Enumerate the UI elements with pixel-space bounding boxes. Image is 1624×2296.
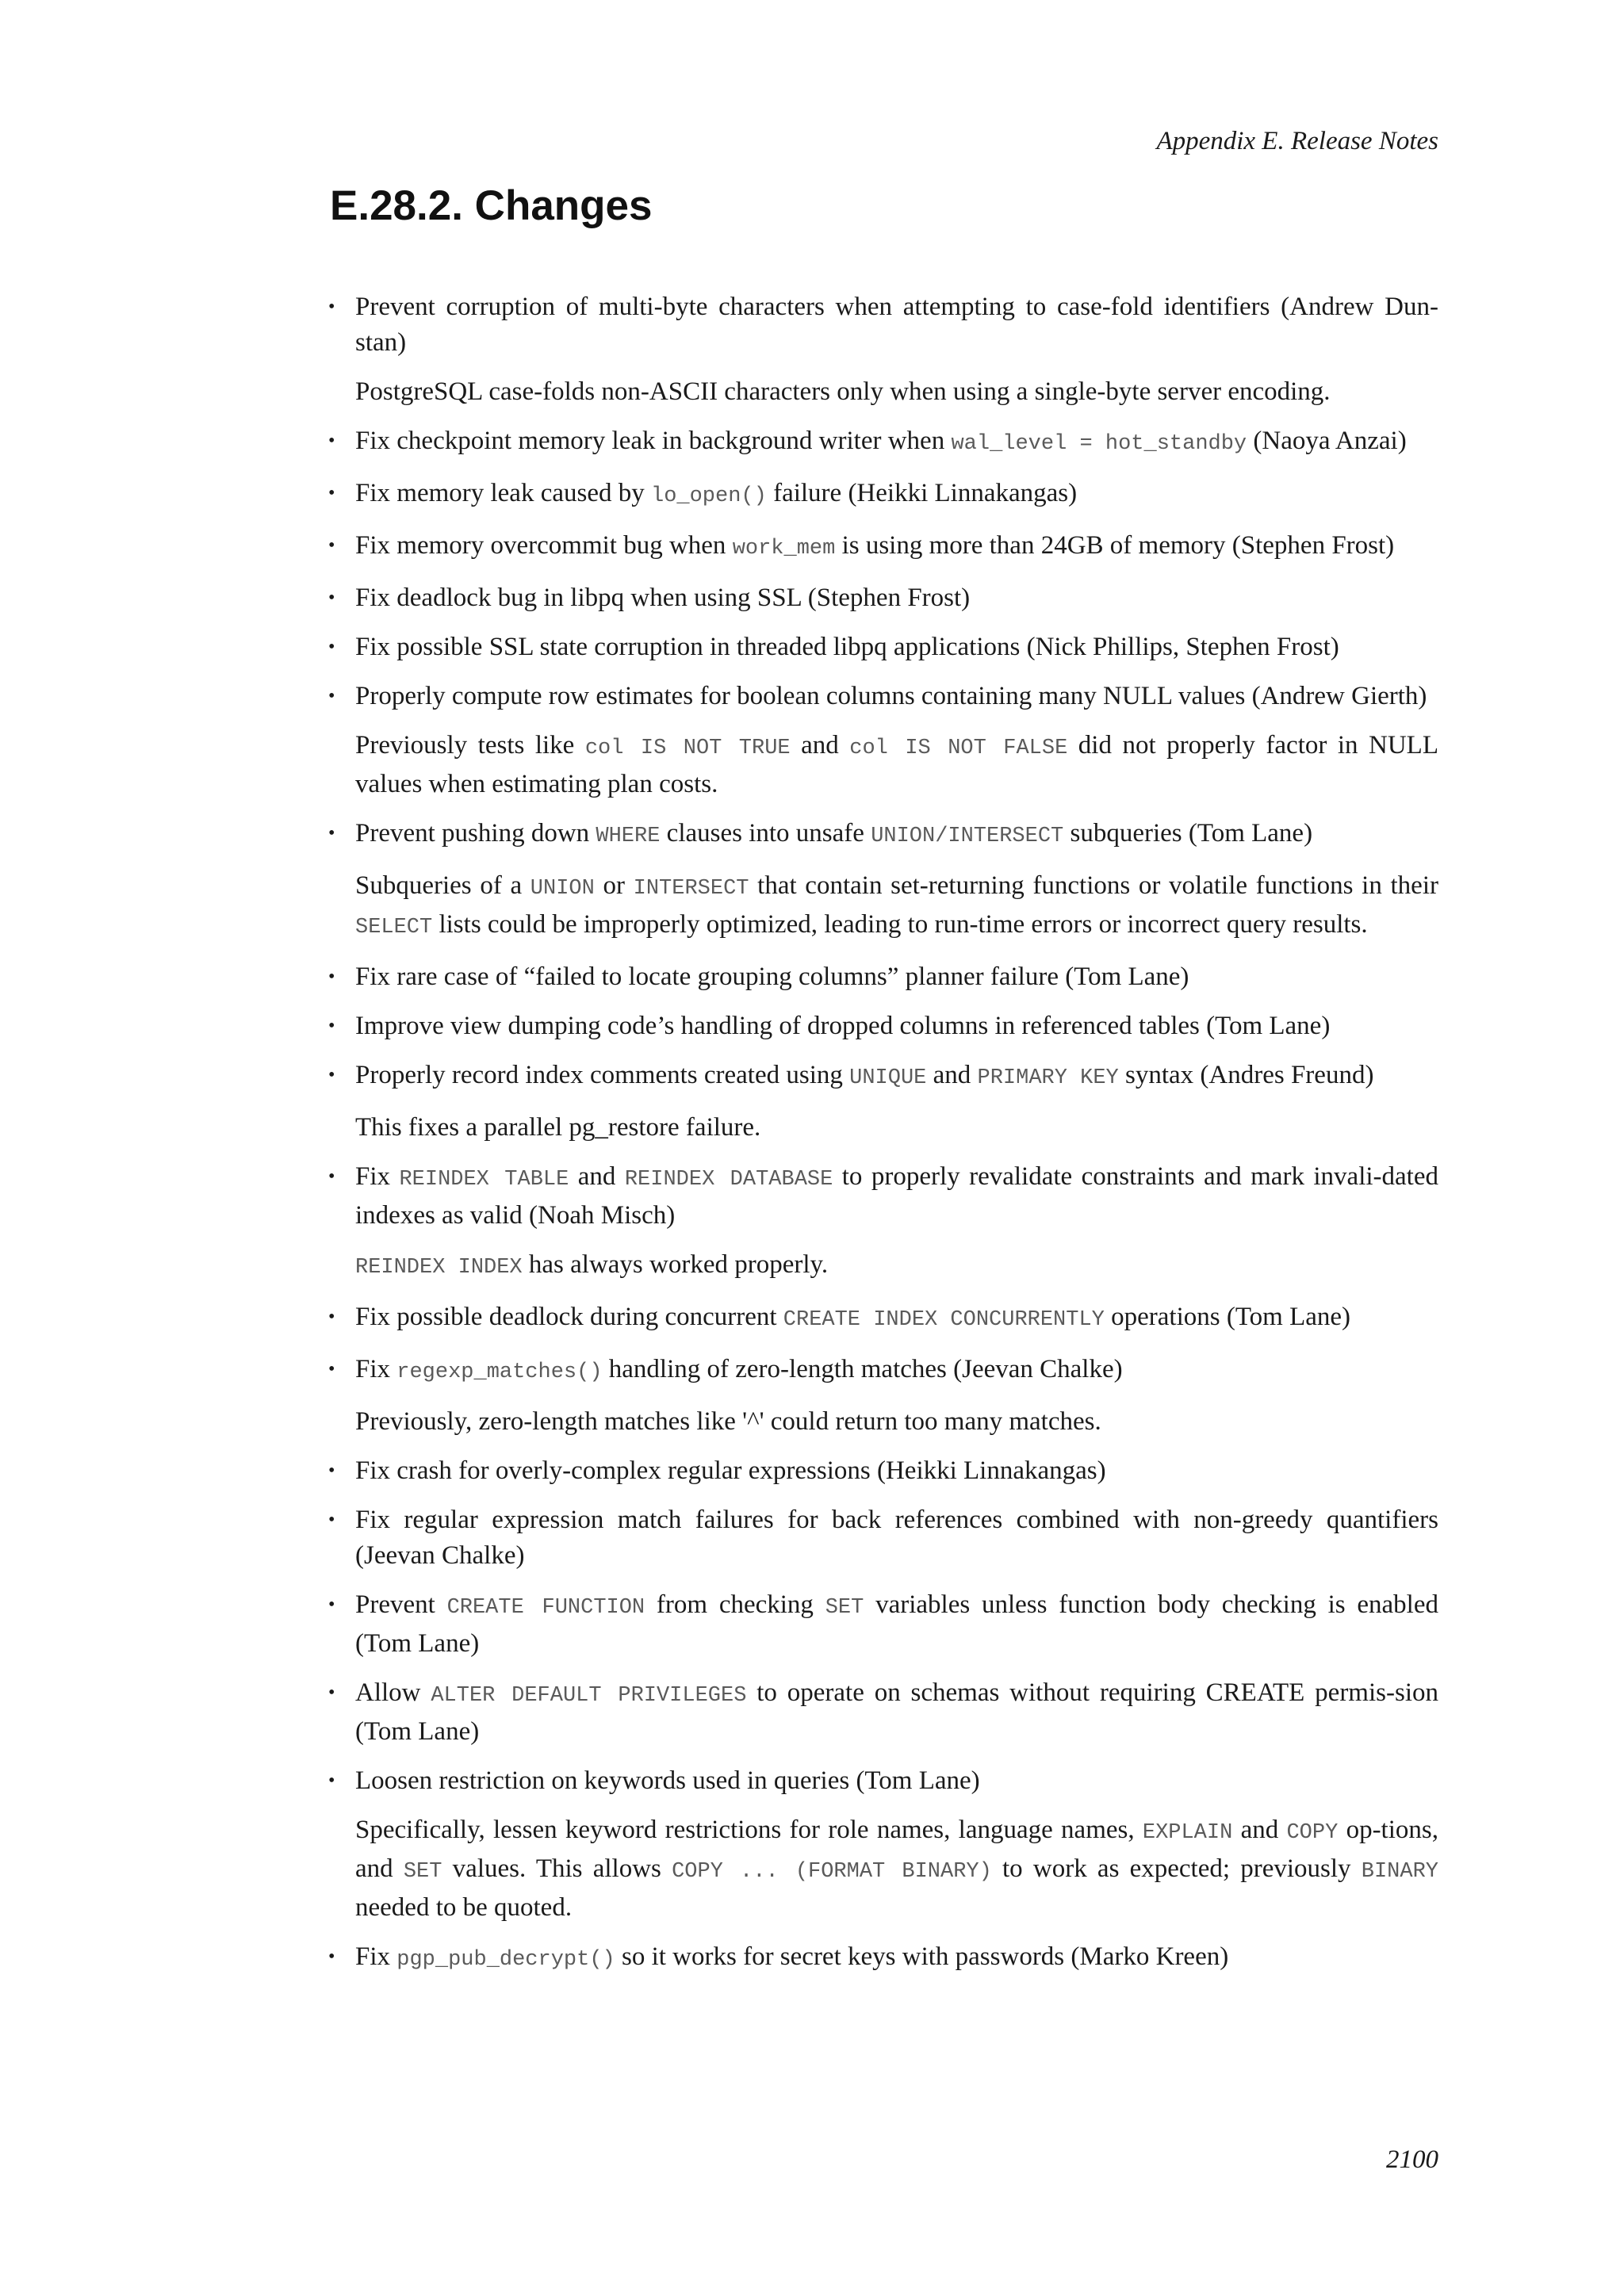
text-run: This fixes a parallel pg_restore failure. (355, 1113, 761, 1142)
text-run: from checking (645, 1590, 825, 1619)
bullet-icon: • (328, 1016, 335, 1036)
text-run: did not properly factor in NULL values when estimating plan costs. (355, 731, 1438, 798)
text-run: Fix regular expression match failures for back references combined with non-greedy quantifiers (Jeevan Chalke) (355, 1506, 1438, 1570)
text-run: has always worked properly. (522, 1250, 829, 1279)
text-run: Fix rare case of “failed to locate grouping columns” planner failure (Tom Lane) (355, 962, 1189, 991)
inline-code: INTERSECT (633, 877, 749, 901)
text-run: Fix deadlock bug in libpq when using SSL (Stephen Frost) (355, 584, 971, 612)
text-run: and (926, 1061, 978, 1089)
inline-code: UNION/INTERSECT (871, 825, 1064, 848)
list-item (328, 289, 1438, 410)
text-run: variables unless function body checking is enabled (Tom Lane) (355, 1590, 1438, 1658)
release-notes-content (328, 289, 1438, 1992)
inline-code: ALTER DEFAULT PRIVILEGES (431, 1684, 747, 1708)
item-note (355, 868, 1438, 946)
item-note (355, 374, 1438, 410)
inline-code: WHERE (596, 825, 661, 848)
section-title: E.28.2. Changes (330, 182, 653, 229)
item-text (355, 1675, 1438, 1750)
list-item (328, 629, 1438, 665)
list-item (328, 1008, 1438, 1044)
inline-code: EXPLAIN (1142, 1821, 1233, 1845)
text-run: and (1232, 1816, 1287, 1844)
bullet-icon: • (328, 1770, 335, 1791)
text-run: operations (Tom Lane) (1104, 1303, 1351, 1331)
item-text (355, 1352, 1438, 1391)
text-run: (Naoya Anzai) (1247, 427, 1407, 455)
item-note (355, 1404, 1438, 1440)
bullet-icon: • (328, 637, 335, 657)
text-run: is using more than 24GB of memory (Stephen Frost) (835, 531, 1395, 560)
inline-code: SET (403, 1860, 442, 1884)
text-run: and (569, 1162, 625, 1191)
bullet-icon: • (328, 1594, 335, 1615)
inline-code: REINDEX DATABASE (624, 1168, 833, 1192)
text-run: subqueries (Tom Lane) (1063, 819, 1313, 848)
list-item (328, 476, 1438, 515)
item-text (355, 816, 1438, 855)
inline-code: SET (825, 1596, 864, 1620)
item-text (355, 1587, 1438, 1662)
list-item (328, 528, 1438, 567)
item-text (355, 679, 1438, 714)
text-run: needed to be quoted. (355, 1893, 573, 1922)
list-item (328, 1299, 1438, 1338)
item-text (355, 1502, 1438, 1574)
text-run: Fix memory overcommit bug when (355, 531, 733, 560)
list-item (328, 1453, 1438, 1489)
inline-code: COPY (1286, 1821, 1339, 1845)
text-run: Specifically, lessen keyword restrictions for role names, language names, (355, 1816, 1143, 1844)
text-run: Prevent pushing down (355, 819, 596, 848)
bullet-icon: • (328, 430, 335, 451)
bullet-icon: • (328, 1166, 335, 1187)
bullet-icon: • (328, 1359, 335, 1380)
item-text (355, 1299, 1438, 1338)
inline-code: BINARY (1361, 1860, 1438, 1884)
bullet-icon: • (328, 535, 335, 556)
list-item (328, 1939, 1438, 1978)
inline-code: PRIMARY KEY (977, 1066, 1119, 1090)
text-run: to work as expected; previously (991, 1854, 1362, 1883)
text-run: to properly revalidate constraints and mark invali-dated indexes as valid (Noah Misch) (355, 1162, 1438, 1230)
list-item (328, 1502, 1438, 1574)
item-text (355, 959, 1438, 995)
text-run: and (790, 731, 850, 760)
text-run: Prevent (355, 1590, 447, 1619)
text-run: Properly record index comments created using (355, 1061, 850, 1089)
inline-code: COPY ... (FORMAT BINARY) (672, 1860, 992, 1884)
text-run: Fix possible SSL state corruption in threaded libpq applications (Nick Phillips, Stephen Frost) (355, 633, 1339, 661)
inline-code: col IS NOT FALSE (849, 737, 1068, 760)
inline-code: REINDEX TABLE (399, 1168, 569, 1192)
list-item (328, 1159, 1438, 1286)
inline-code: col IS NOT TRUE (584, 737, 791, 760)
text-run: Previously tests like (355, 731, 585, 760)
item-text (355, 1159, 1438, 1234)
inline-code: UNIQUE (849, 1066, 927, 1090)
inline-code: UNION (530, 877, 595, 901)
inline-code: regexp_matches() (396, 1360, 603, 1384)
inline-code: REINDEX INDEX (355, 1256, 523, 1280)
text-run: Fix (355, 1162, 400, 1191)
item-text (355, 1453, 1438, 1489)
text-run: Fix memory leak caused by (355, 479, 651, 507)
item-note (355, 1110, 1438, 1146)
inline-code: CREATE INDEX CONCURRENTLY (783, 1308, 1105, 1332)
text-run: syntax (Andres Freund) (1118, 1061, 1374, 1089)
list-item (328, 959, 1438, 995)
item-note (355, 1812, 1438, 1926)
text-run: Fix checkpoint memory leak in background writer when (355, 427, 952, 455)
item-text (355, 528, 1438, 567)
item-text (355, 1939, 1438, 1978)
list-item (328, 1675, 1438, 1750)
item-text (355, 476, 1438, 515)
item-text (355, 629, 1438, 665)
bullet-icon: • (328, 1307, 335, 1327)
bullet-icon: • (328, 1065, 335, 1085)
text-run: clauses into unsafe (660, 819, 871, 848)
list-item (328, 679, 1438, 802)
item-text (355, 423, 1438, 462)
text-run: to operate on schemas without requiring CREATE permis-sion (Tom Lane) (355, 1678, 1438, 1746)
text-run: Subqueries of a (355, 871, 530, 900)
bullet-icon: • (328, 1510, 335, 1530)
text-run: Loosen restriction on keywords used in queries (Tom Lane) (355, 1766, 980, 1795)
inline-code: pgp_pub_decrypt() (396, 1948, 615, 1972)
text-run: that contain set-returning functions or volatile functions in their (749, 871, 1438, 900)
text-run: Improve view dumping code’s handling of dropped columns in referenced tables (Tom Lane) (355, 1012, 1331, 1040)
item-text (355, 1763, 1438, 1799)
text-run: Fix (355, 1355, 397, 1383)
text-run: op-tions, and (355, 1816, 1438, 1883)
list-item (328, 1763, 1438, 1926)
text-run: values. This allows (442, 1854, 672, 1883)
item-text (355, 1058, 1438, 1096)
text-run: Allow (355, 1678, 431, 1707)
text-run: so it works for secret keys with passwords (Marko Kreen) (615, 1942, 1229, 1971)
bullet-icon: • (328, 1946, 335, 1967)
inline-code: wal_level = hot_standby (951, 432, 1247, 456)
list-item (328, 580, 1438, 616)
change-list (328, 289, 1438, 1978)
inline-code: SELECT (355, 916, 433, 939)
item-text (355, 1008, 1438, 1044)
inline-code: lo_open() (651, 484, 767, 508)
bullet-icon: • (328, 966, 335, 987)
item-note (355, 1247, 1438, 1286)
item-note (355, 728, 1438, 802)
text-run: handling of zero-length matches (Jeevan Chalke) (602, 1355, 1123, 1383)
text-run: Fix possible deadlock during concurrent (355, 1303, 783, 1331)
text-run: Previously, zero-length matches like '^' could return too many matches. (355, 1407, 1101, 1436)
text-run: or (594, 871, 634, 900)
bullet-icon: • (328, 297, 335, 317)
text-run: Properly compute row estimates for boolean columns containing many NULL values (Andrew Gierth) (355, 682, 1427, 710)
item-text (355, 289, 1438, 361)
bullet-icon: • (328, 1682, 335, 1703)
text-run: PostgreSQL case-folds non-ASCII characters only when using a single-byte server encoding. (355, 377, 1331, 406)
list-item (328, 1587, 1438, 1662)
bullet-icon: • (328, 686, 335, 706)
list-item (328, 816, 1438, 946)
running-header: Appendix E. Release Notes (1156, 127, 1438, 155)
page-number: 2100 (1386, 2145, 1438, 2174)
list-item (328, 423, 1438, 462)
list-item (328, 1352, 1438, 1440)
bullet-icon: • (328, 823, 335, 844)
bullet-icon: • (328, 587, 335, 608)
text-run: Fix (355, 1942, 397, 1971)
bullet-icon: • (328, 1460, 335, 1481)
inline-code: CREATE FUNCTION (446, 1596, 645, 1620)
inline-code: work_mem (732, 537, 836, 561)
text-run: failure (Heikki Linnakangas) (766, 479, 1078, 507)
text-run: Fix crash for overly-complex regular expressions (Heikki Linnakangas) (355, 1456, 1106, 1485)
text-run: Prevent corruption of multi-byte characters when attempting to case-fold identifiers (Andrew Dun-stan) (355, 293, 1438, 357)
list-item (328, 1058, 1438, 1146)
bullet-icon: • (328, 483, 335, 503)
text-run: lists could be improperly optimized, leading to run-time errors or incorrect query results. (432, 910, 1368, 939)
item-text (355, 580, 1438, 616)
